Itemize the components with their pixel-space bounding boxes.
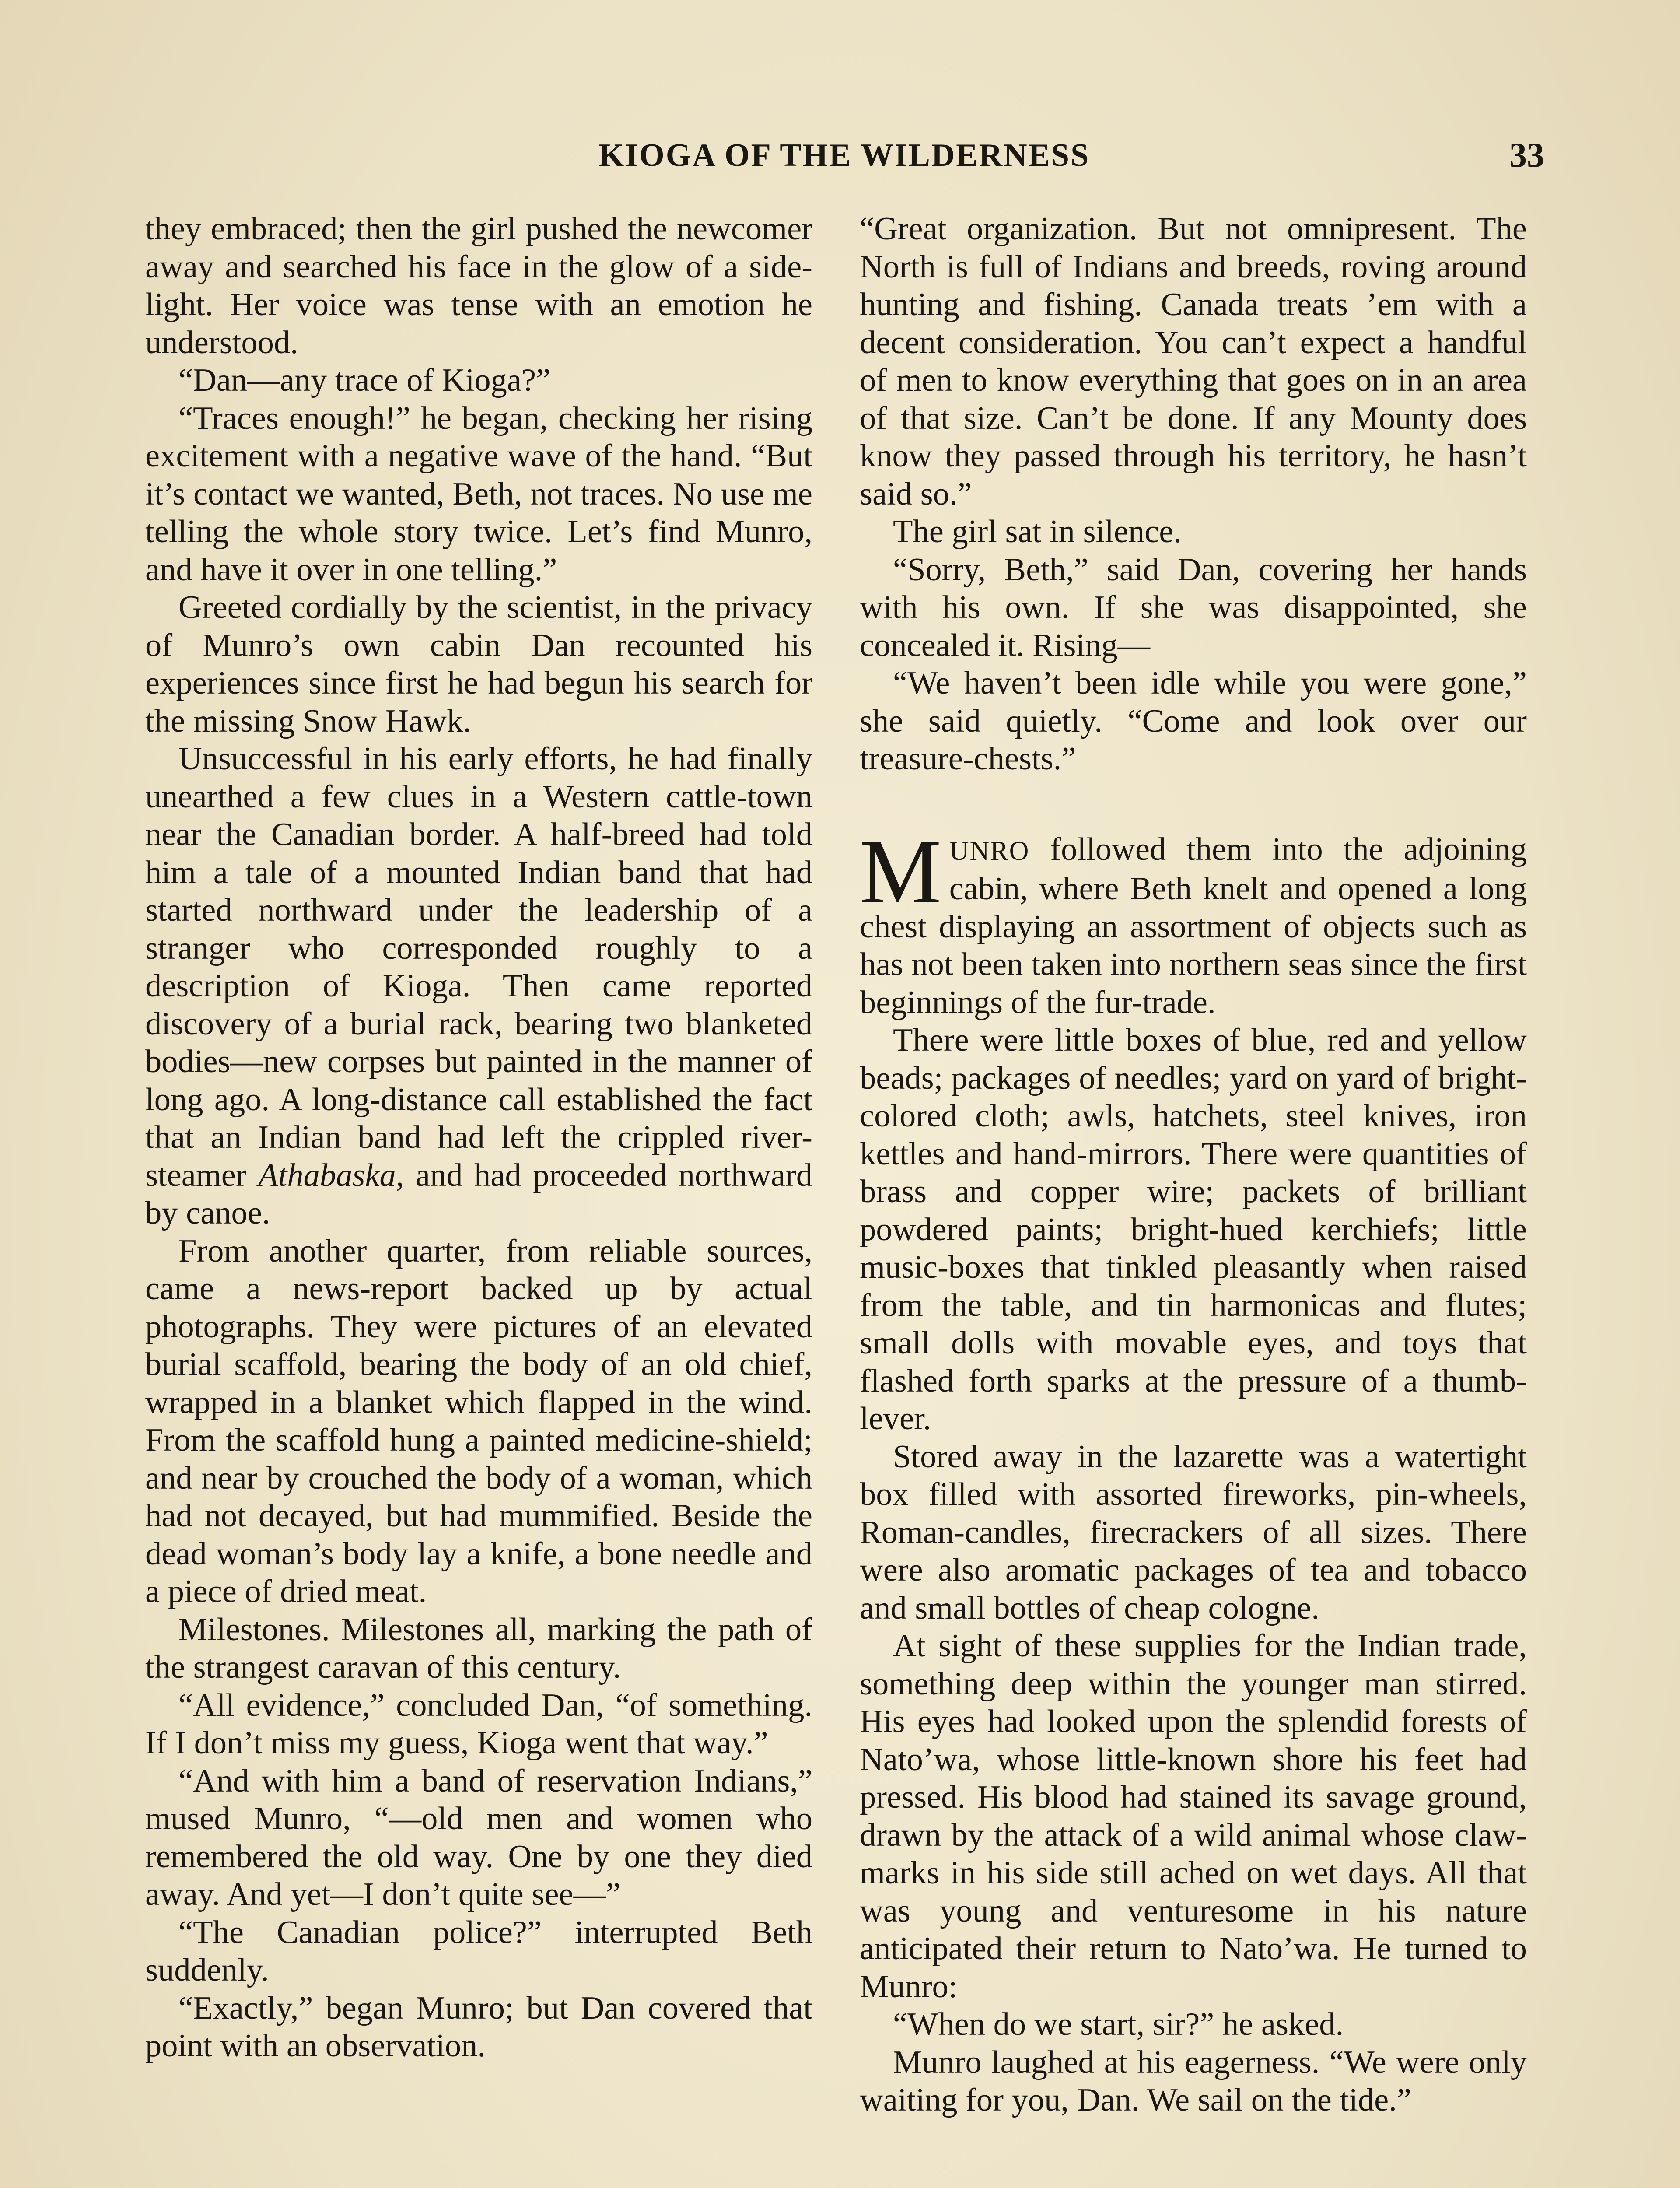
paragraph: From another quarter, from reliable sources, came a news-report backed up by actual photographs. They were pictures of an elevated burial scaffold, bearing the body of an old chief, wrapped in a blanket which flapped in the wind. From the scaffold hung a painted medicine-shield; and near by crouched the body of a woman, which had not decayed, but had mummified. Beside the dead woman’s body lay a knife, a bone needle and a piece of dried meat. [145, 1233, 812, 1609]
paragraph: “Exactly,” began Munro; but Dan covered that point with an observation. [145, 1990, 812, 2064]
left-column [145, 210, 812, 2065]
paragraph: Stored away in the lazarette was a watertight box filled with assorted fireworks, pin-wheels, Roman-candles, firecrackers of all sizes. There were also aromatic packages of tea and tobacco and small bottles of cheap cologne. [860, 1438, 1527, 1626]
paragraph: “Traces enough!” he began, checking her rising excitement with a negative wave of the hand. “But it’s contact we wanted, Beth, not traces. No use me telling the whole story twice. Let’s find Munro, and have it over in one telling.” [145, 400, 812, 588]
small-caps-lead: UNRO [949, 836, 1030, 866]
paragraph: “And with him a band of reservation Indians,” mused Munro, “—old men and women who remembered the old way. One by one they died away. And yet—I don’t quite see—” [145, 1763, 812, 1912]
paragraph: “All evidence,” concluded Dan, “of something. If I don’t miss my guess, Kioga went that way.” [145, 1687, 812, 1761]
paragraph-text: Unsuccessful in his early efforts, he had finally unearthed a few clues in a Western cattle-town near the Canadian border. A half-breed had told him a tale of a mounted Indian band that had started northward under the leadership of a stranger who corresponded roughly to a description of Kioga. Then came reported discovery of a burial rack, bearing two blanketed bodies—new corpses but painted in the manner of long ago. A long-distance call established the fact that an Indian band had left the crippled river-steamer [145, 741, 812, 1193]
page-number: 33 [1509, 136, 1544, 175]
paragraph: “We haven’t been idle while you were gone,” she said quietly. “Come and look over our treasure-chests.” [860, 665, 1527, 777]
paragraph: “When do we start, sir?” he asked. [893, 2006, 1344, 2042]
paragraph: The girl sat in silence. [893, 514, 1182, 550]
paragraph: At sight of these supplies for the Indian trade, something deep within the younger man stirred. His eyes had looked upon the splendid forests of Nato’wa, whose little-known shore his feet had pressed. His blood had stained its savage ground, drawn by the attack of a wild animal whose claw-marks in his side still ached on wet days. All that was young and venturesome in his nature anticipated their return to Nato’wa. He turned to Munro: [860, 1628, 1527, 2005]
paragraph: There were little boxes of blue, red and yellow beads; packages of needles; yard on yard of bright-colored cloth; awls, hatchets, steel knives, iron kettles and hand-mirrors. There were quantities of brass and copper wire; packets of brilliant powdered paints; bright-hued kerchiefs; little music-boxes that tinkled pleasantly when raised from the table, and tin harmonicas and flutes; small dolls with movable eyes, and toys that flashed forth sparks at the pressure of a thumb-lever. [860, 1022, 1527, 1437]
paragraph: “Dan—any trace of Kioga?” [178, 362, 551, 398]
paragraph: “Great organization. But not omnipresent. The North is full of Indians and breeds, roving around hunting and fishing. Canada treats ’em with a decent consideration. You can’t expect a handful of men to know everything that goes on in an area of that size. Can’t be done. If any Mounty does know they passed through his territory, he hasn’t said so.” [860, 211, 1527, 512]
paragraph [145, 740, 812, 1232]
paragraph: Munro laughed at his eagerness. “We were only waiting for you, Dan. We sail on the tide.” [860, 2044, 1527, 2118]
ship-name: Athabaska, [258, 1157, 404, 1193]
paragraph-text: and had proceeded northward by canoe. [145, 1157, 812, 1231]
paragraph: “The Canadian police?” interrupted Beth suddenly. [145, 1914, 812, 1988]
paragraph: Milestones. Milestones all, marking the path of the strangest caravan of this century. [145, 1611, 812, 1685]
running-title: KIOGA OF THE WILDERNESS [598, 137, 1090, 173]
section-opening-paragraph [860, 820, 1527, 1022]
paragraph: they embraced; then the girl pushed the newcomer away and searched his face in the glow of a side-light. Her voice was tense with an emotion he understood. [145, 211, 812, 361]
drop-cap: M [860, 820, 942, 922]
paragraph-text: followed them into the adjoining cabin, where Beth knelt and opened a long chest displaying an assortment of objects such as has not been taken into northern seas since the first beginnings of the fur-trade. [860, 831, 1527, 1020]
paragraph: Greeted cordially by the scientist, in the privacy of Munro’s own cabin Dan recounted his experiences since first he had begun his search for the missing Snow Hawk. [145, 589, 812, 739]
running-head [144, 131, 1544, 179]
right-column [860, 210, 1527, 2119]
paragraph: “Sorry, Beth,” said Dan, covering her hands with his own. If she was disappointed, she concealed it. Rising— [860, 551, 1527, 663]
